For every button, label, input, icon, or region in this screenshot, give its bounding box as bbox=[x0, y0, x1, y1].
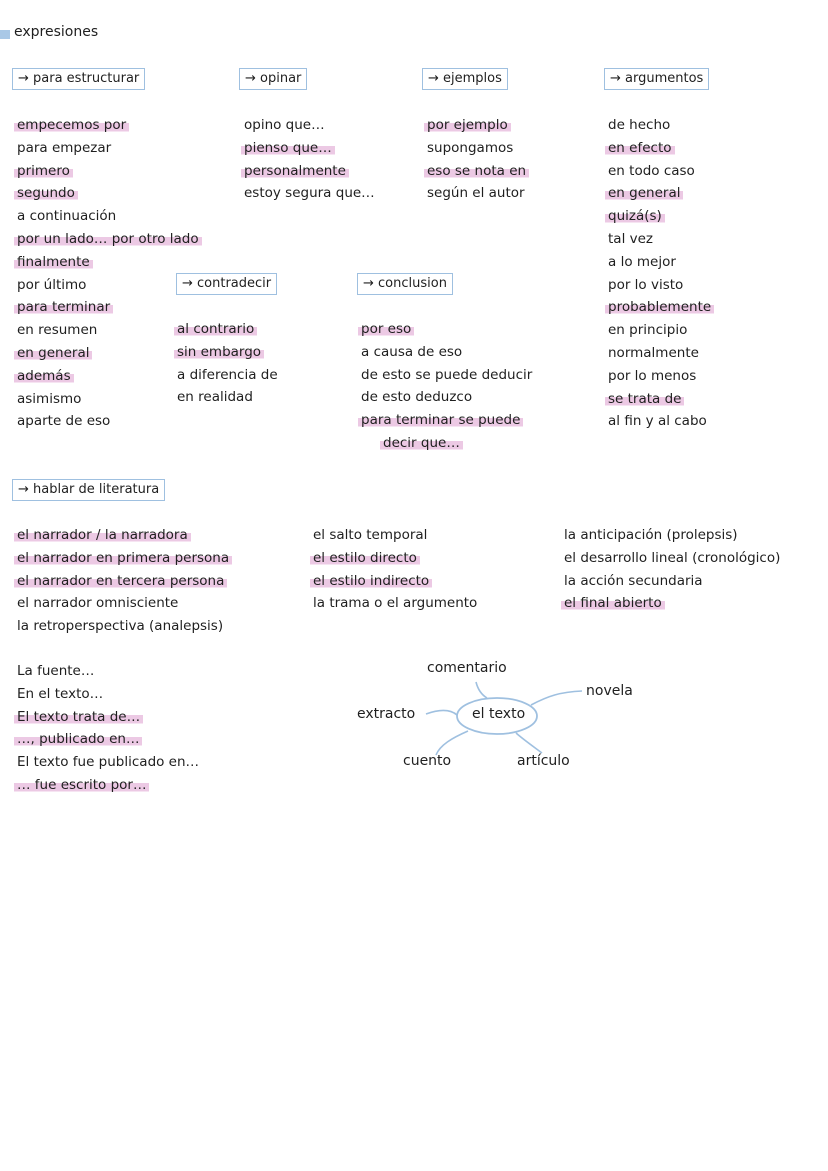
expression: al fin y al cabo bbox=[608, 413, 707, 430]
highlighted-expression: el estilo indirecto bbox=[310, 573, 432, 589]
expression: tal vez bbox=[608, 230, 653, 247]
highlighted-expression: por un lado… por otro lado bbox=[14, 231, 202, 247]
heading-conclusion: → conclusion bbox=[357, 273, 453, 295]
highlighted-expression: finalmente bbox=[14, 254, 93, 270]
expression: por lo menos bbox=[608, 367, 697, 384]
expression: la anticipación (prolepsis) bbox=[564, 527, 738, 543]
connector-cuento bbox=[436, 731, 468, 755]
expression: la acción secundaria bbox=[564, 572, 703, 589]
highlighted-expression: por ejemplo bbox=[424, 117, 511, 133]
mindmap-node-articulo: artículo bbox=[517, 753, 570, 769]
expression: de esto deduzco bbox=[361, 389, 473, 406]
expression: La fuente… bbox=[17, 663, 95, 679]
expression: En el texto… bbox=[17, 685, 104, 702]
connector-articulo bbox=[516, 733, 542, 753]
expression: el salto temporal bbox=[313, 527, 428, 543]
mindmap-node-cuento: cuento bbox=[403, 753, 452, 769]
expression: estoy segura que… bbox=[244, 185, 375, 202]
expression: de hecho bbox=[608, 117, 671, 133]
highlighted-expression: sin embargo bbox=[174, 344, 264, 360]
heading-argumentos: → argumentos bbox=[604, 68, 709, 90]
expression: el desarrollo lineal (cronológico) bbox=[564, 549, 781, 566]
heading-literatura: → hablar de literatura bbox=[12, 479, 165, 501]
mindmap-center: el texto bbox=[472, 706, 526, 722]
heading-contradecir: → contradecir bbox=[176, 273, 277, 295]
highlighted-expression: el estilo directo bbox=[310, 550, 420, 566]
highlighted-expression: El texto trata de… bbox=[14, 709, 143, 725]
highlighted-expression: pienso que… bbox=[241, 140, 335, 156]
heading-opinar: → opinar bbox=[239, 68, 307, 90]
highlighted-expression: el narrador / la narradora bbox=[14, 527, 191, 543]
highlighted-expression: por eso bbox=[358, 321, 414, 337]
expression: por último bbox=[17, 276, 87, 293]
highlighted-expression: quizá(s) bbox=[605, 208, 665, 224]
highlighted-expression: en efecto bbox=[605, 140, 675, 156]
expression: El texto fue publicado en… bbox=[17, 754, 200, 771]
expression: de esto se puede deducir bbox=[361, 366, 533, 383]
expression: opino que… bbox=[244, 117, 325, 133]
highlighted-expression: …, publicado en… bbox=[14, 731, 142, 747]
expression: el narrador omnisciente bbox=[17, 595, 179, 612]
expression: por lo visto bbox=[608, 276, 684, 293]
highlighted-expression: empecemos por bbox=[14, 117, 129, 133]
mindmap-node-extracto: extracto bbox=[357, 706, 416, 722]
highlighted-expression: … fue escrito por… bbox=[14, 777, 149, 793]
mindmap-node-comentario: comentario bbox=[427, 660, 507, 676]
highlighted-expression: al contrario bbox=[174, 321, 257, 337]
highlighted-expression: decir que… bbox=[380, 435, 463, 451]
highlighted-expression: en general bbox=[14, 345, 92, 361]
highlighted-expression: segundo bbox=[14, 185, 78, 201]
heading-ejemplos: → ejemplos bbox=[422, 68, 508, 90]
connector-extracto bbox=[426, 710, 457, 715]
expression: aparte de eso bbox=[17, 413, 111, 430]
page-title: expresiones bbox=[14, 24, 99, 40]
expression: a causa de eso bbox=[361, 343, 463, 360]
expression: según el autor bbox=[427, 185, 525, 202]
connector-novela bbox=[531, 691, 582, 705]
highlighted-expression: personalmente bbox=[241, 163, 349, 179]
expression: a diferencia de bbox=[177, 366, 278, 383]
expression: la trama o el argumento bbox=[313, 595, 478, 612]
highlighted-expression: probablemente bbox=[605, 299, 714, 315]
highlighted-expression: para terminar bbox=[14, 299, 113, 315]
highlighted-expression: además bbox=[14, 368, 74, 384]
highlighted-expression: para terminar se puede bbox=[358, 412, 523, 428]
highlighted-expression: el narrador en primera persona bbox=[14, 550, 232, 566]
expression: en resumen bbox=[17, 322, 98, 339]
highlighted-expression: el narrador en tercera persona bbox=[14, 573, 227, 589]
expression: en realidad bbox=[177, 389, 253, 406]
heading-estructurar: → para estructurar bbox=[12, 68, 145, 90]
expression: a continuación bbox=[17, 208, 117, 225]
highlighted-expression: primero bbox=[14, 163, 73, 179]
expression: en todo caso bbox=[608, 162, 695, 179]
highlighted-expression: se trata de bbox=[605, 391, 684, 407]
expression: para empezar bbox=[17, 139, 112, 156]
highlighted-expression: eso se nota en bbox=[424, 163, 529, 179]
expression: en principio bbox=[608, 322, 688, 339]
expression: supongamos bbox=[427, 139, 514, 156]
highlighted-expression: el final abierto bbox=[561, 595, 665, 611]
highlighted-expression: en general bbox=[605, 185, 683, 201]
connector-comentario bbox=[476, 682, 487, 698]
expression: asimismo bbox=[17, 390, 82, 407]
expression: la retroperspectiva (analepsis) bbox=[17, 618, 224, 635]
expression: a lo mejor bbox=[608, 253, 676, 270]
mindmap-node-novela: novela bbox=[586, 683, 633, 699]
expression: normalmente bbox=[608, 344, 699, 361]
